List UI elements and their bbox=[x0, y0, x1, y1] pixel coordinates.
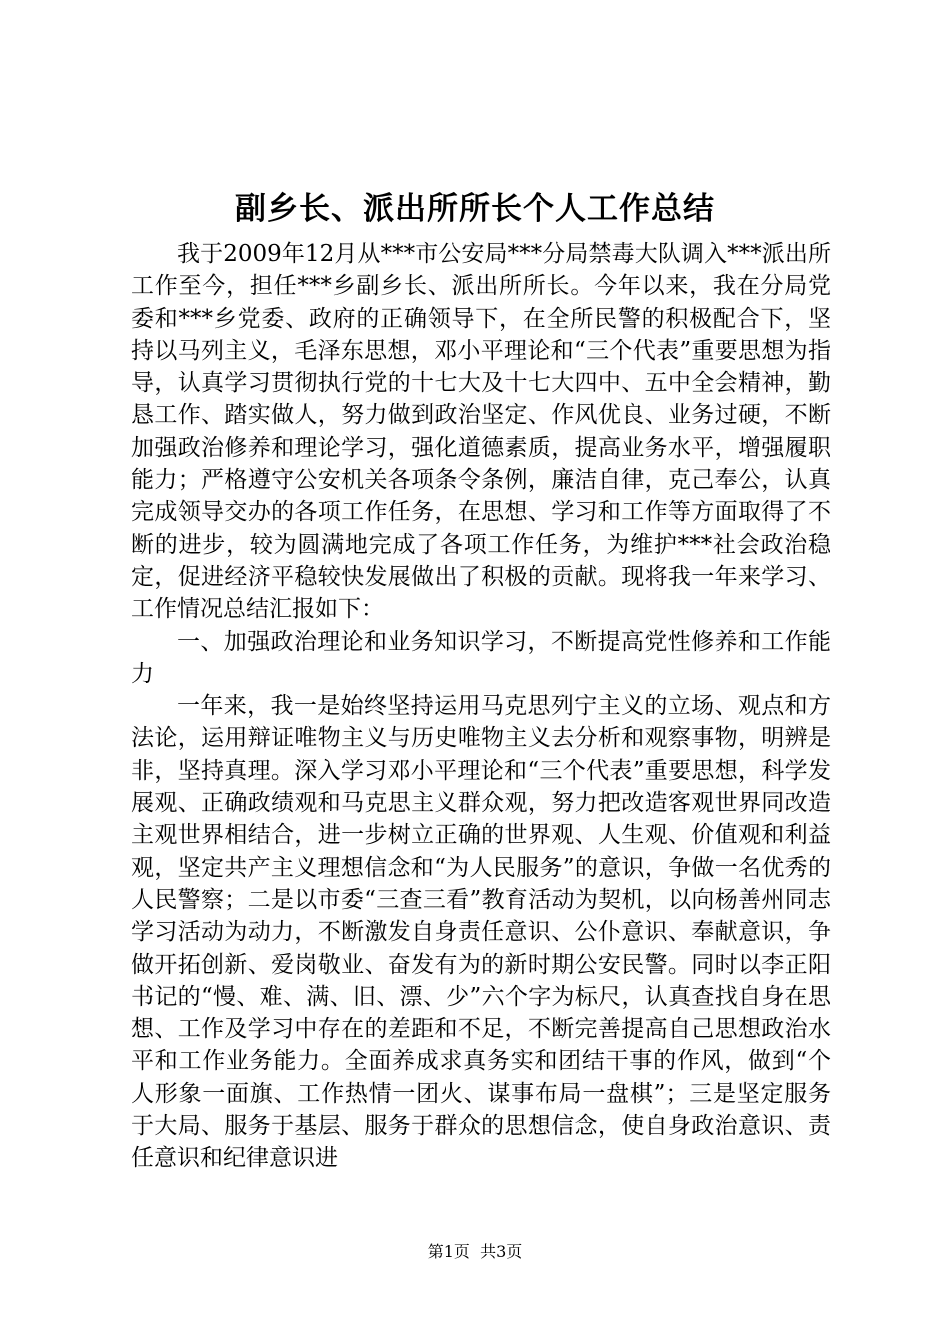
paragraph-intro: 我于2009年12月从***市公安局***分局禁毒大队调入***派出所工作至今，担任***乡副乡长、派出所所长。今年以来，我在分局党委和***乡党委、政府的正确领导下，在全所民警的积极配合下，坚持以马列主义，毛泽东思想，邓小平理论和“三个代表”重要思想为指导，认真学习贯彻执行党的十七大及十七大四中、五中全会精神，勤恳工作、踏实做人，努力做到政治坚定、作风优良、业务过硬，不断加强政治修养和理论学习，强化道德素质，提高业务水平，增强履职能力；严格遵守公安机关各项条令条例，廉洁自律，克己奉公，认真完成领导交办的各项工作任务，在思想、学习和工作等方面取得了不断的进步，较为圆满地完成了各项工作任务，为维护***社会政治稳定，促进经济平稳较快发展做出了积极的贡献。现将我一年来学习、工作情况总结汇报如下： bbox=[131, 241, 831, 623]
page-number: 第1页 bbox=[427, 1242, 470, 1261]
document-body bbox=[131, 238, 831, 1175]
page-total: 共3页 bbox=[480, 1242, 523, 1261]
section-heading-1: 一、加强政治理论和业务知识学习，不断提高党性修养和工作能力 bbox=[131, 628, 831, 687]
page-footer bbox=[0, 1241, 950, 1263]
paragraph-section-1: 一年来，我一是始终坚持运用马克思列宁主义的立场、观点和方法论，运用辩证唯物主义与历史唯物主义去分析和观察事物，明辨是非，坚持真理。深入学习邓小平理论和“三个代表”重要思想，科学发展观、正确政绩观和马克思主义群众观，努力把改造客观世界同改造主观世界相结合，进一步树立正确的世界观、人生观、价值观和利益观，坚定共产主义理想信念和“为人民服务”的意识，争做一名优秀的人民警察；二是以市委“三查三看”教育活动为契机，以向杨善州同志学习活动为动力，不断激发自身责任意识、公仆意识、奉献意识，争做开拓创新、爱岗敬业、奋发有为的新时期公安民警。同时以李正阳书记的“慢、难、满、旧、漂、少”六个字为标尺，认真查找自身在思想、工作及学习中存在的差距和不足，不断完善提高自己思想政治水平和工作业务能力。全面养成求真务实和团结干事的作风，做到“个人形象一面旗、工作热情一团火、谋事布局一盘棋”；三是坚定服务于大局、服务于基层、服务于群众的思想信念，使自身政治意识、责任意识和纪律意识进 bbox=[131, 693, 831, 1172]
document-title: 副乡长、派出所所长个人工作总结 bbox=[235, 191, 715, 227]
